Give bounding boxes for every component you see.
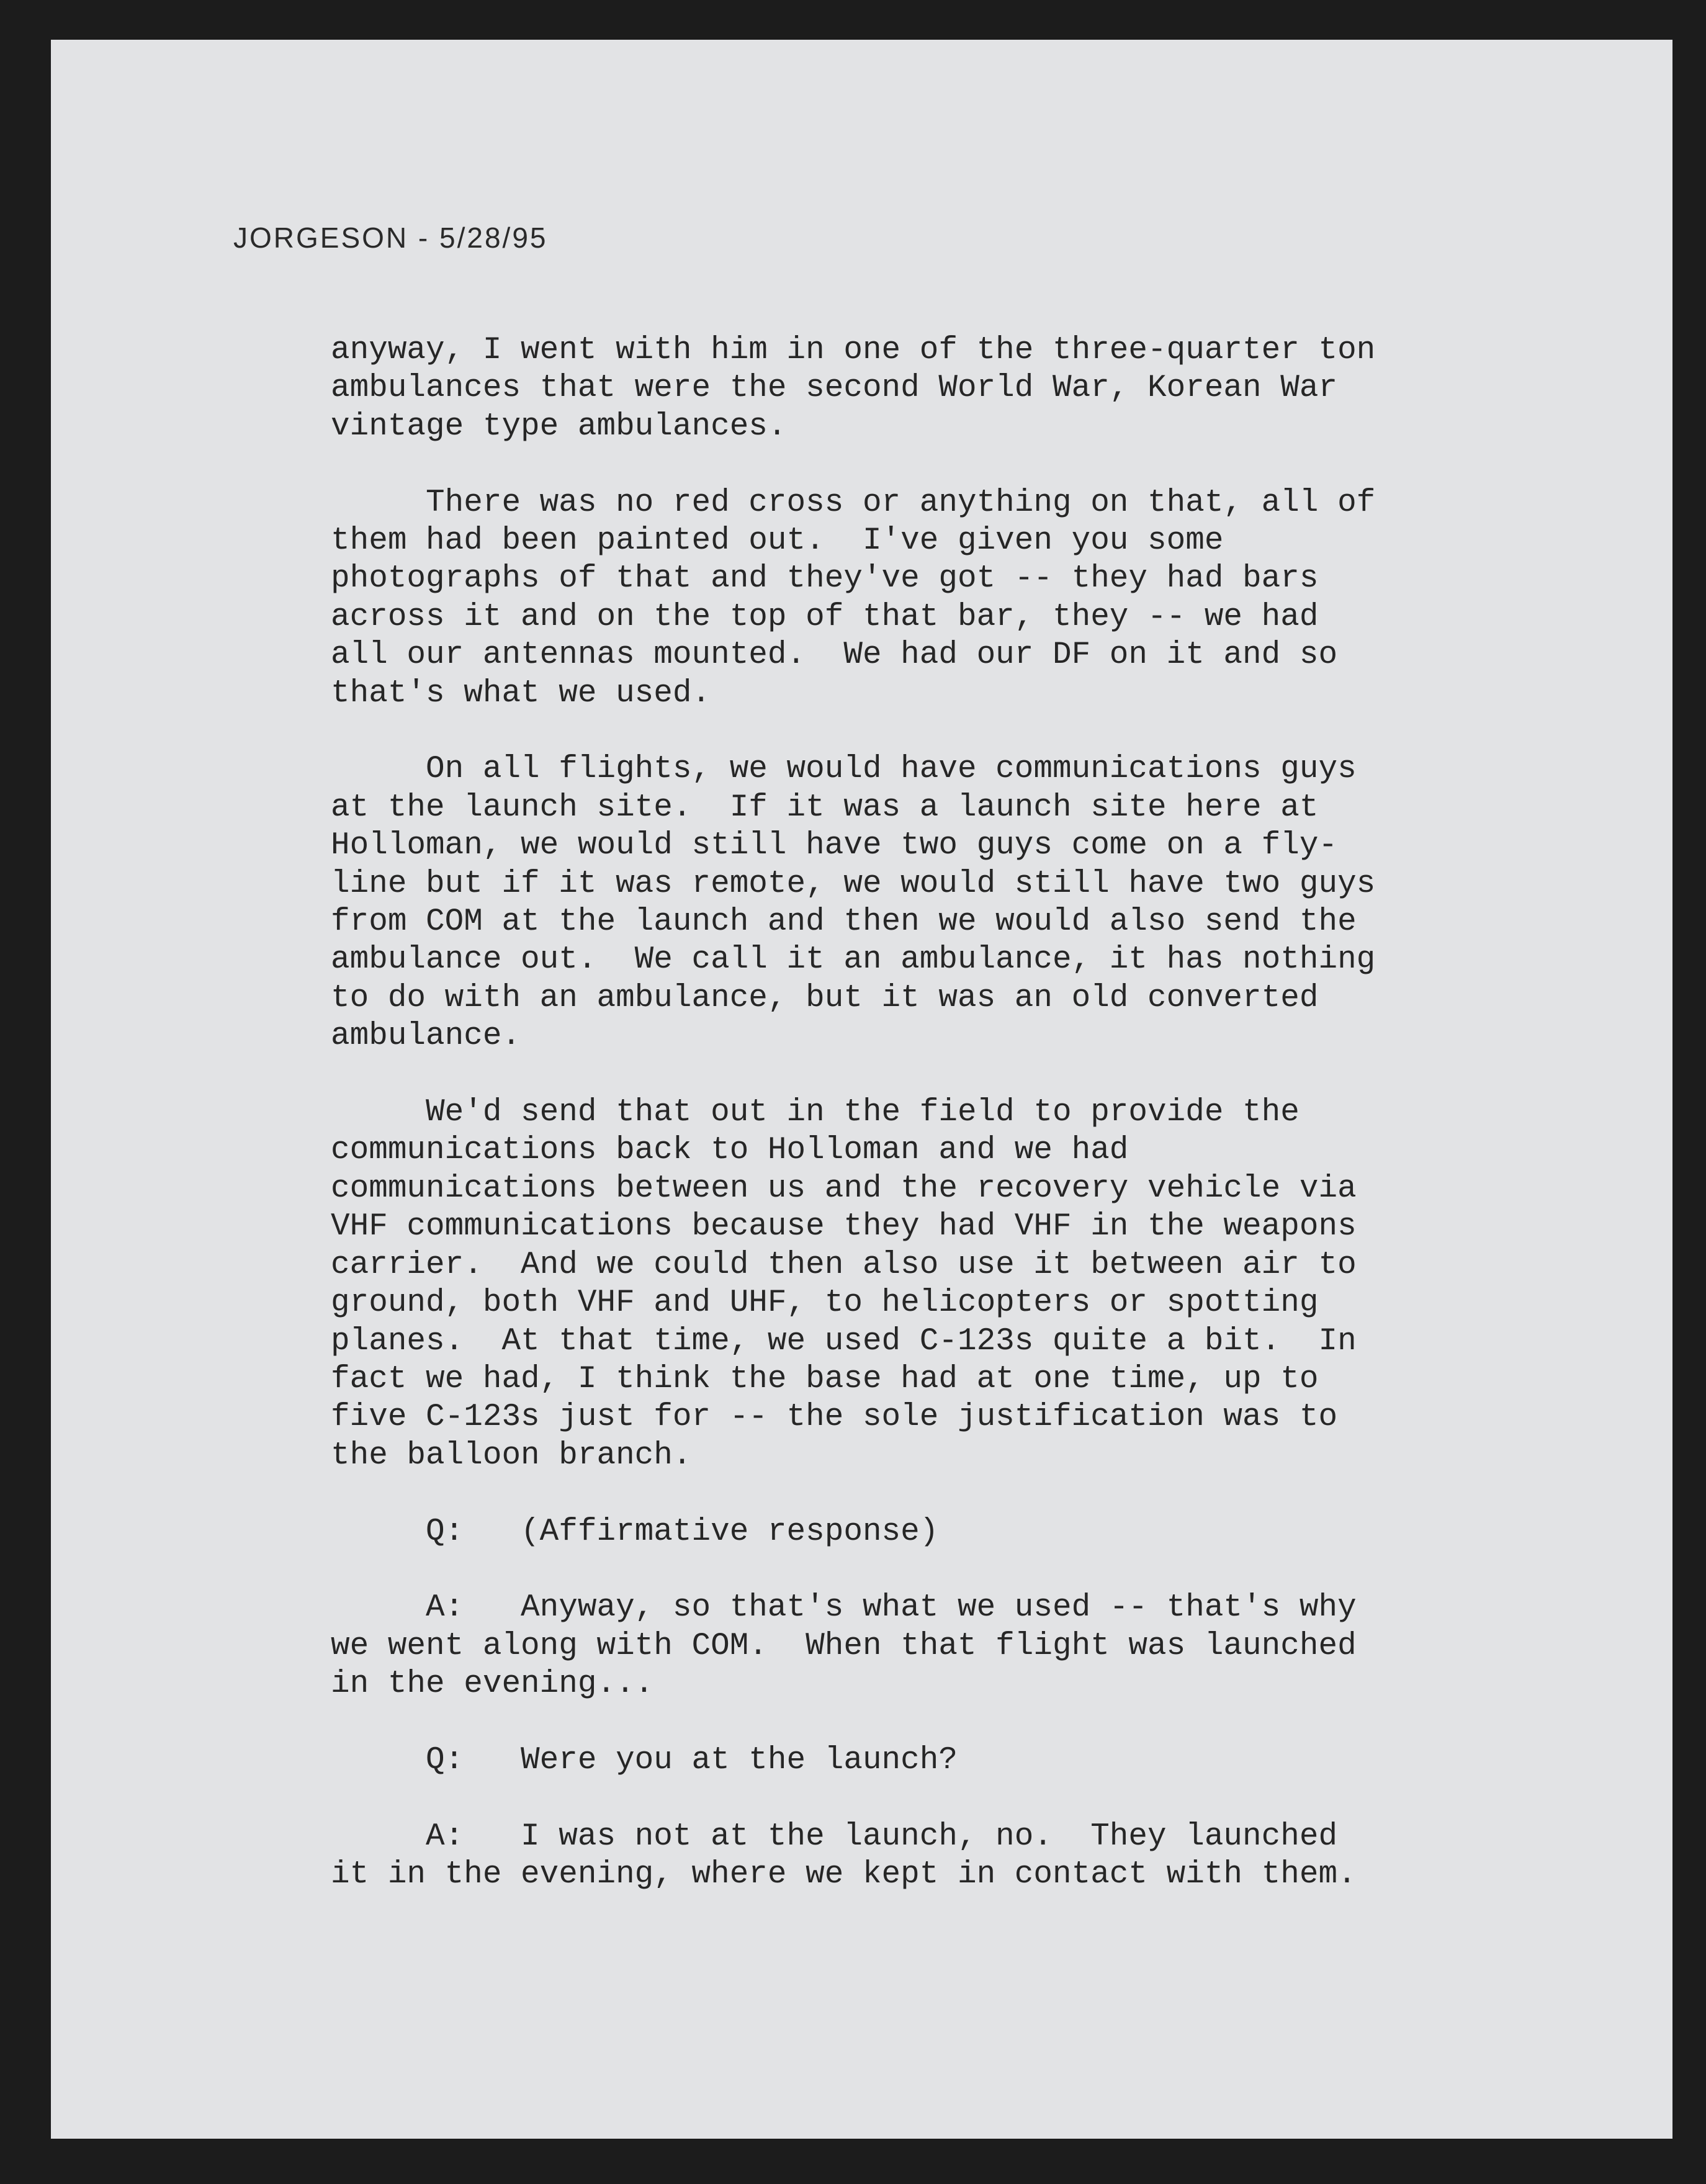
text-line: across it and on the top of that bar, they -- we had <box>331 599 1319 635</box>
text-line: A: I was not at the launch, no. They launched <box>331 1818 1338 1854</box>
text-line: from COM at the launch and then we would also send the <box>331 904 1357 940</box>
text-line: ambulances that were the second World War, Korean War <box>331 371 1338 407</box>
text-line: photographs of that and they've got -- they had bars <box>331 561 1319 597</box>
text-line: ambulance out. We call it an ambulance, it has nothing <box>331 942 1376 978</box>
text-line: vintage type ambulances. <box>331 408 787 444</box>
qa-paragraph <box>331 1589 1375 1703</box>
paragraph <box>331 331 1375 446</box>
text-line: at the launch site. If it was a launch site here at <box>331 789 1319 825</box>
text-line: we went along with COM. When that flight was launched <box>331 1628 1357 1664</box>
paragraph <box>331 1094 1375 1475</box>
qa-paragraph <box>331 1741 1375 1779</box>
text-line: We'd send that out in the field to provide the <box>331 1095 1300 1131</box>
text-line: On all flights, we would have communications guys <box>331 752 1357 788</box>
text-line: Q: (Affirmative response) <box>331 1514 939 1550</box>
text-line: anyway, I went with him in one of the three-quarter ton <box>331 333 1376 368</box>
qa-paragraph <box>331 1513 1375 1551</box>
paragraph <box>331 750 1375 1055</box>
text-line: that's what we used. <box>331 675 711 711</box>
text-line: them had been painted out. I've given you some <box>331 523 1224 559</box>
text-line: all our antennas mounted. We had our DF on it and so <box>331 637 1338 673</box>
text-line: line but if it was remote, we would still have two guys <box>331 866 1376 902</box>
text-line: VHF communications because they had VHF in the weapons <box>331 1209 1357 1245</box>
text-line: to do with an ambulance, but it was an old converted <box>331 980 1319 1016</box>
text-line: Holloman, we would still have two guys come on a fly- <box>331 828 1338 864</box>
transcript-body <box>331 331 1375 1932</box>
text-line: communications between us and the recovery vehicle via <box>331 1171 1357 1207</box>
text-line: A: Anyway, so that's what we used -- that's why <box>331 1590 1357 1626</box>
text-line: There was no red cross or anything on that, all of <box>331 485 1376 521</box>
text-line: ambulance. <box>331 1018 521 1054</box>
text-line: ground, both VHF and UHF, to helicopters or spotting <box>331 1285 1319 1321</box>
text-line: the balloon branch. <box>331 1437 692 1473</box>
text-line: fact we had, I think the base had at one time, up to <box>331 1361 1319 1397</box>
page-header: JORGESON - 5/28/95 <box>233 222 548 254</box>
text-line: Q: Were you at the launch? <box>331 1742 958 1778</box>
qa-paragraph <box>331 1818 1375 1894</box>
text-line: in the evening... <box>331 1666 654 1702</box>
text-line: it in the evening, where we kept in contact with them. <box>331 1857 1357 1893</box>
text-line: planes. At that time, we used C-123s quite a bit. In <box>331 1323 1357 1359</box>
text-line: communications back to Holloman and we had <box>331 1133 1129 1169</box>
text-line: carrier. And we could then also use it between air to <box>331 1247 1357 1283</box>
paragraph <box>331 484 1375 712</box>
text-line: five C-123s just for -- the sole justification was to <box>331 1400 1338 1436</box>
